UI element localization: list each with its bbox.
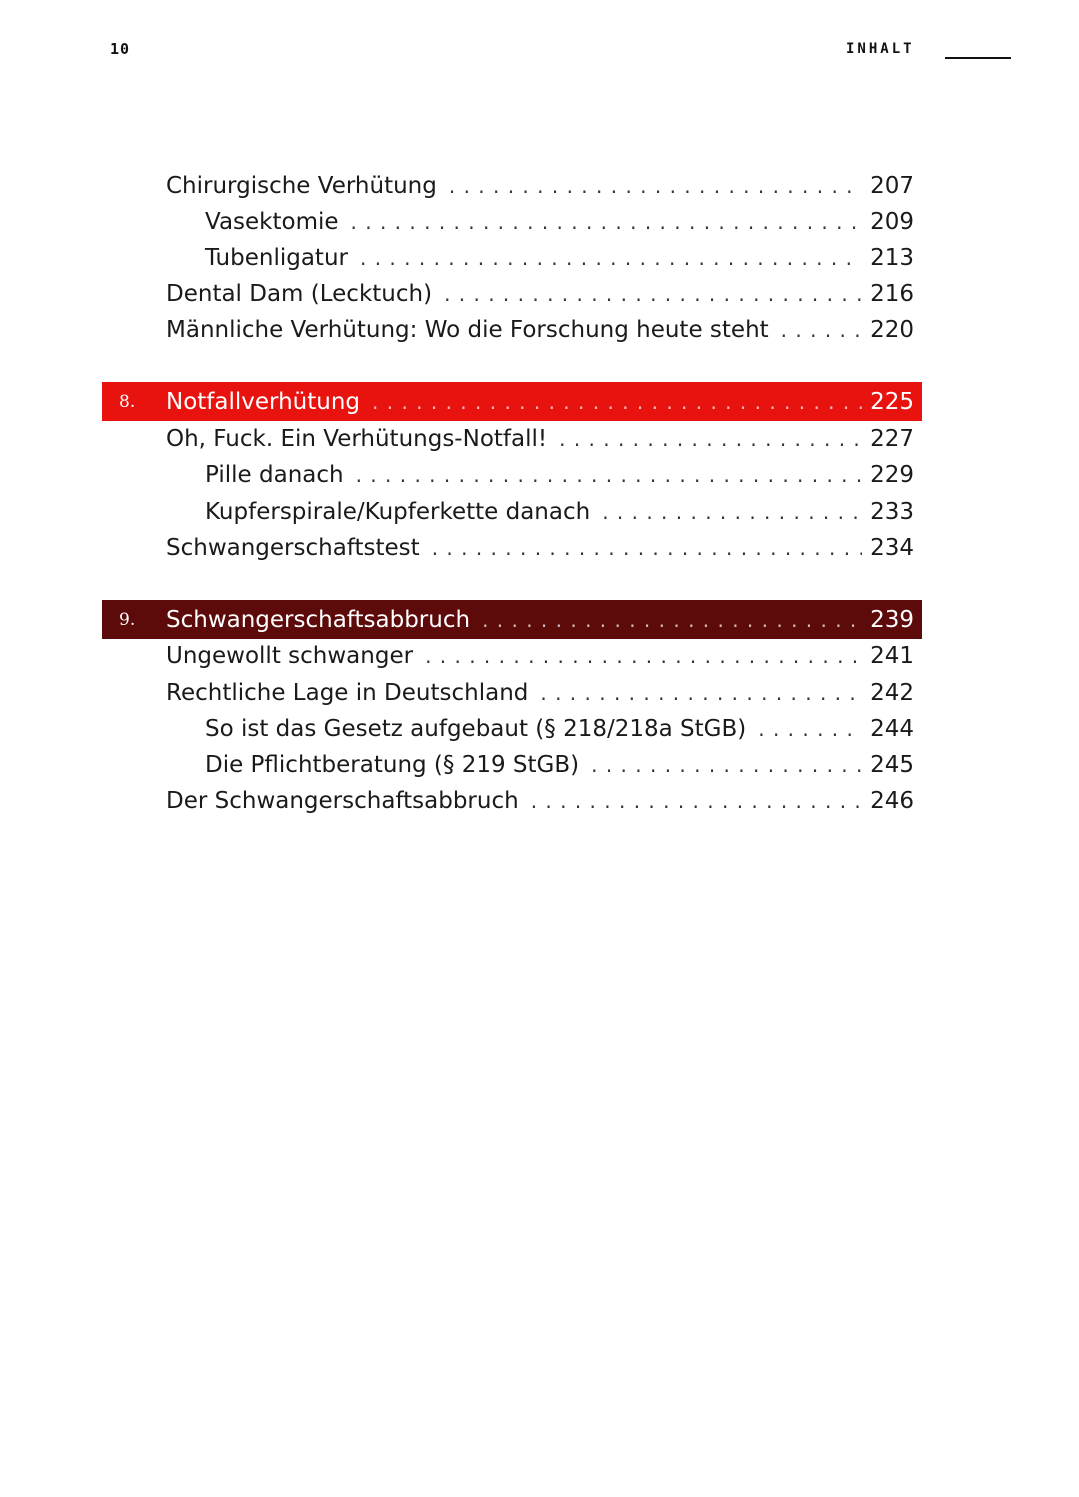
toc-entry-label: Der Schwangerschaftsabbruch xyxy=(166,788,519,814)
toc-entry-label: Kupferspirale/Kupferkette danach xyxy=(205,499,591,525)
running-head: INHALT xyxy=(846,41,915,57)
chapter-title: Schwangerschaftsabbruch xyxy=(166,606,471,633)
toc-entry-page: 220 xyxy=(870,317,914,343)
chapter-title: Notfallverhütung xyxy=(166,388,361,415)
chapter-heading-8[interactable] xyxy=(102,382,922,421)
toc-entry-page: 233 xyxy=(870,499,914,525)
toc-entry[interactable] xyxy=(205,457,914,493)
toc-entry-label: Tubenligatur xyxy=(205,245,348,271)
toc-entry-page: 229 xyxy=(870,462,914,488)
toc-entry[interactable] xyxy=(166,530,914,566)
toc-entry-page: 227 xyxy=(870,426,914,452)
toc-entry-page: 209 xyxy=(870,209,914,235)
toc-entry-page: 242 xyxy=(870,680,914,706)
toc-entry-page: 244 xyxy=(870,716,914,742)
dot-leader xyxy=(356,457,863,493)
toc-entry[interactable] xyxy=(166,168,914,204)
dot-leader xyxy=(360,240,862,276)
dot-leader xyxy=(425,638,862,674)
toc-entry-page: 234 xyxy=(870,535,914,561)
chapter-page: 225 xyxy=(870,388,914,415)
dot-leader xyxy=(602,494,862,530)
toc-entry-page: 241 xyxy=(870,643,914,669)
dot-leader xyxy=(432,530,862,566)
dot-leader xyxy=(559,421,862,457)
toc-entry[interactable] xyxy=(166,783,914,819)
chapter-heading-9[interactable] xyxy=(102,600,922,639)
toc-entry-label: Schwangerschaftstest xyxy=(166,535,420,561)
toc-entry-page: 216 xyxy=(870,281,914,307)
dot-leader xyxy=(531,783,862,819)
toc-entry[interactable] xyxy=(166,638,914,674)
toc-entry-label: Die Pflichtberatung (§ 219 StGB) xyxy=(205,752,580,778)
toc-entry-label: Vasektomie xyxy=(205,209,339,235)
toc-entry[interactable] xyxy=(205,204,914,240)
dot-leader xyxy=(781,312,862,348)
toc-entry[interactable] xyxy=(166,675,914,711)
toc-entry[interactable] xyxy=(205,240,914,276)
toc-entry[interactable] xyxy=(205,711,914,747)
toc-entry-label: So ist das Gesetz aufgebaut (§ 218/218a StGB) xyxy=(205,716,747,742)
toc-entry[interactable] xyxy=(205,494,914,530)
toc-entry-label: Dental Dam (Lecktuch) xyxy=(166,281,433,307)
chapter-page: 239 xyxy=(870,606,914,633)
toc-entry-page: 207 xyxy=(870,173,914,199)
chapter-number: 8. xyxy=(119,391,136,412)
chapter-number: 9. xyxy=(119,609,136,630)
toc-entry-label: Oh, Fuck. Ein Verhütungs-Notfall! xyxy=(166,426,548,452)
dot-leader xyxy=(351,204,863,240)
dot-leader xyxy=(444,276,862,312)
toc-entry-label: Ungewollt schwanger xyxy=(166,643,414,669)
dot-leader xyxy=(449,168,862,204)
dot-leader xyxy=(482,608,862,632)
toc-entry-page: 246 xyxy=(870,788,914,814)
toc-entry-label: Rechtliche Lage in Deutschland xyxy=(166,680,529,706)
dot-leader xyxy=(591,747,862,783)
dot-leader xyxy=(372,390,862,414)
toc-entry-label: Männliche Verhütung: Wo die Forschung heute steht xyxy=(166,317,769,343)
page-number: 10 xyxy=(110,40,131,58)
toc-entry[interactable] xyxy=(166,421,914,457)
toc-entry[interactable] xyxy=(205,747,914,783)
dot-leader xyxy=(758,711,862,747)
toc-entry[interactable] xyxy=(166,276,914,312)
dot-leader xyxy=(540,675,862,711)
toc-entry-label: Chirurgische Verhütung xyxy=(166,173,437,199)
toc-entry-page: 213 xyxy=(870,245,914,271)
toc-entry-label: Pille danach xyxy=(205,462,344,488)
toc-entry-page: 245 xyxy=(870,752,914,778)
header-rule xyxy=(945,57,1011,59)
toc-entry[interactable] xyxy=(166,312,914,348)
